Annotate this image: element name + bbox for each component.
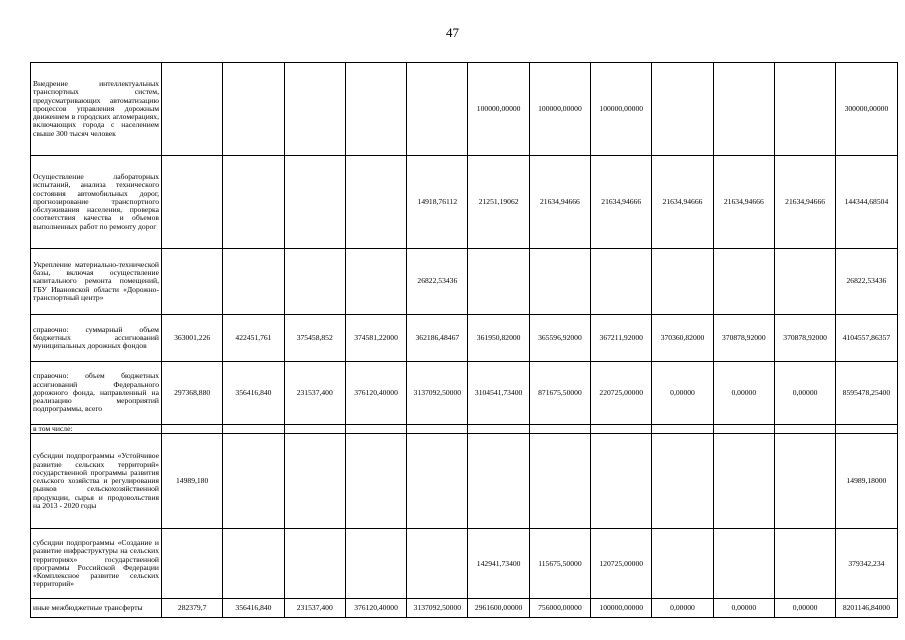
value-cell: 3137092,50000 [407, 599, 468, 618]
value-cell: 14918,76112 [407, 156, 468, 249]
row-description: Внедрение интеллектуальных транспортных систем, предусматривающих автоматизацию процессов управления дорожным движением в городских агломерациях, включающих города с населением свыше 300 тысяч человек [31, 63, 162, 156]
value-cell: 422451,761 [223, 315, 284, 362]
table-row [31, 315, 898, 362]
value-cell [345, 63, 406, 156]
value-cell: 0,00000 [713, 599, 774, 618]
value-cell: 220725,00000 [591, 362, 652, 425]
value-cell: 3104541,73400 [468, 362, 529, 425]
value-cell [774, 425, 835, 434]
value-cell [529, 434, 590, 529]
value-cell: 0,00000 [774, 599, 835, 618]
value-cell: 367211,92000 [591, 315, 652, 362]
value-cell: 21634,94666 [652, 156, 713, 249]
row-description: справочно: объем бюджетных ассигнований Федерального дорожного фонда, направленный на реализацию мероприятий подпрограммы, всего [31, 362, 162, 425]
value-cell: 21251,19062 [468, 156, 529, 249]
value-cell [468, 249, 529, 315]
value-cell [162, 249, 223, 315]
value-cell [345, 156, 406, 249]
value-cell: 370360,82000 [652, 315, 713, 362]
value-cell: 2961600,00000 [468, 599, 529, 618]
table-row [31, 362, 898, 425]
value-cell: 0,00000 [652, 599, 713, 618]
value-cell [468, 425, 529, 434]
table-row [31, 425, 898, 434]
value-cell [836, 425, 897, 434]
value-cell [713, 249, 774, 315]
value-cell: 231537,400 [284, 599, 345, 618]
value-cell [223, 425, 284, 434]
value-cell: 374581,22000 [345, 315, 406, 362]
value-cell: 0,00000 [652, 362, 713, 425]
table-row [31, 156, 898, 249]
value-cell [345, 425, 406, 434]
value-cell [345, 249, 406, 315]
row-description: Укрепление материально-технической базы, включая осуществление капитального ремонта помещений, ГБУ Ивановской области «Дорожно-транспортный центр» [31, 249, 162, 315]
value-cell: 231537,400 [284, 362, 345, 425]
value-cell: 100000,00000 [591, 63, 652, 156]
value-cell [713, 425, 774, 434]
value-cell [591, 434, 652, 529]
value-cell [652, 529, 713, 599]
value-cell: 3137092,50000 [407, 362, 468, 425]
value-cell: 361950,82000 [468, 315, 529, 362]
value-cell: 26822,53436 [407, 249, 468, 315]
value-cell [223, 249, 284, 315]
value-cell: 300000,00000 [836, 63, 897, 156]
value-cell [713, 434, 774, 529]
value-cell: 100000,00000 [591, 599, 652, 618]
value-cell: 376120,40000 [345, 599, 406, 618]
value-cell [652, 63, 713, 156]
value-cell [652, 425, 713, 434]
value-cell [223, 529, 284, 599]
value-cell: 8201146,84000 [836, 599, 897, 618]
value-cell [284, 249, 345, 315]
value-cell: 370878,92000 [713, 315, 774, 362]
value-cell [468, 434, 529, 529]
value-cell: 120725,00000 [591, 529, 652, 599]
value-cell: 370878,92000 [774, 315, 835, 362]
value-cell: 379342,234 [836, 529, 897, 599]
table-body [31, 63, 898, 618]
value-cell [162, 63, 223, 156]
value-cell [407, 434, 468, 529]
row-description: иные межбюджетные трансферты [31, 599, 162, 618]
value-cell: 26822,53436 [836, 249, 897, 315]
value-cell [713, 63, 774, 156]
value-cell [223, 156, 284, 249]
value-cell: 363001,226 [162, 315, 223, 362]
value-cell: 282379,7 [162, 599, 223, 618]
value-cell: 14989,18000 [836, 434, 897, 529]
value-cell: 115675,50000 [529, 529, 590, 599]
value-cell: 365596,92000 [529, 315, 590, 362]
value-cell: 21634,94666 [713, 156, 774, 249]
value-cell: 142941,73400 [468, 529, 529, 599]
value-cell: 297368,880 [162, 362, 223, 425]
value-cell [407, 529, 468, 599]
value-cell: 4104557,86357 [836, 315, 897, 362]
value-cell: 8595478,25400 [836, 362, 897, 425]
value-cell [284, 63, 345, 156]
table-row [31, 529, 898, 599]
value-cell: 375458,852 [284, 315, 345, 362]
value-cell [284, 425, 345, 434]
value-cell [713, 529, 774, 599]
value-cell [162, 529, 223, 599]
value-cell: 871675,50000 [529, 362, 590, 425]
value-cell: 362186,48467 [407, 315, 468, 362]
value-cell [223, 434, 284, 529]
value-cell [162, 425, 223, 434]
value-cell [345, 529, 406, 599]
value-cell [774, 529, 835, 599]
value-cell: 14989,180 [162, 434, 223, 529]
value-cell [407, 63, 468, 156]
table-row [31, 63, 898, 156]
value-cell: 356416,840 [223, 599, 284, 618]
page-number: 47 [446, 25, 459, 40]
value-cell [345, 434, 406, 529]
table-row [31, 434, 898, 529]
value-cell [774, 249, 835, 315]
value-cell [284, 434, 345, 529]
value-cell [284, 529, 345, 599]
value-cell [162, 156, 223, 249]
value-cell [223, 63, 284, 156]
table-row [31, 599, 898, 618]
row-description: справочно: суммарный объем бюджетных ассигнований муниципальных дорожных фондов [31, 315, 162, 362]
value-cell [652, 249, 713, 315]
row-description: субсидии подпрограммы «Устойчивое развитие сельских территорий» государственной программы развития сельского хозяйства и регулирования рынков сельскохозяйственной продукции, сырья и продовольствия на 2013 - 2020 годы [31, 434, 162, 529]
value-cell [774, 63, 835, 156]
row-description: в том числе: [31, 425, 162, 434]
value-cell: 0,00000 [713, 362, 774, 425]
value-cell: 356416,840 [223, 362, 284, 425]
value-cell [284, 156, 345, 249]
value-cell: 21634,94666 [529, 156, 590, 249]
value-cell: 376120,40000 [345, 362, 406, 425]
row-description: субсидии подпрограммы «Создание и развитие инфраструктуры на сельских территориях» государственной программы Российской Федерации «Комплексное развитие сельских территорий» [31, 529, 162, 599]
row-description: Осуществление лабораторных испытаний, анализа технического состояния автомобильных дорог, прогнозирование транспортного обслуживания населения, проверка соответствия качества и объемов выполненных работ по ремонту дорог [31, 156, 162, 249]
value-cell [591, 425, 652, 434]
value-cell: 0,00000 [774, 362, 835, 425]
value-cell: 100000,00000 [468, 63, 529, 156]
table-row [31, 249, 898, 315]
value-cell: 100000,00000 [529, 63, 590, 156]
value-cell: 144344,68504 [836, 156, 897, 249]
value-cell [591, 249, 652, 315]
value-cell: 21634,94666 [774, 156, 835, 249]
value-cell [652, 434, 713, 529]
value-cell: 756000,00000 [529, 599, 590, 618]
value-cell: 21634,94666 [591, 156, 652, 249]
value-cell [529, 249, 590, 315]
budget-table [30, 62, 898, 618]
value-cell [774, 434, 835, 529]
value-cell [407, 425, 468, 434]
value-cell [529, 425, 590, 434]
